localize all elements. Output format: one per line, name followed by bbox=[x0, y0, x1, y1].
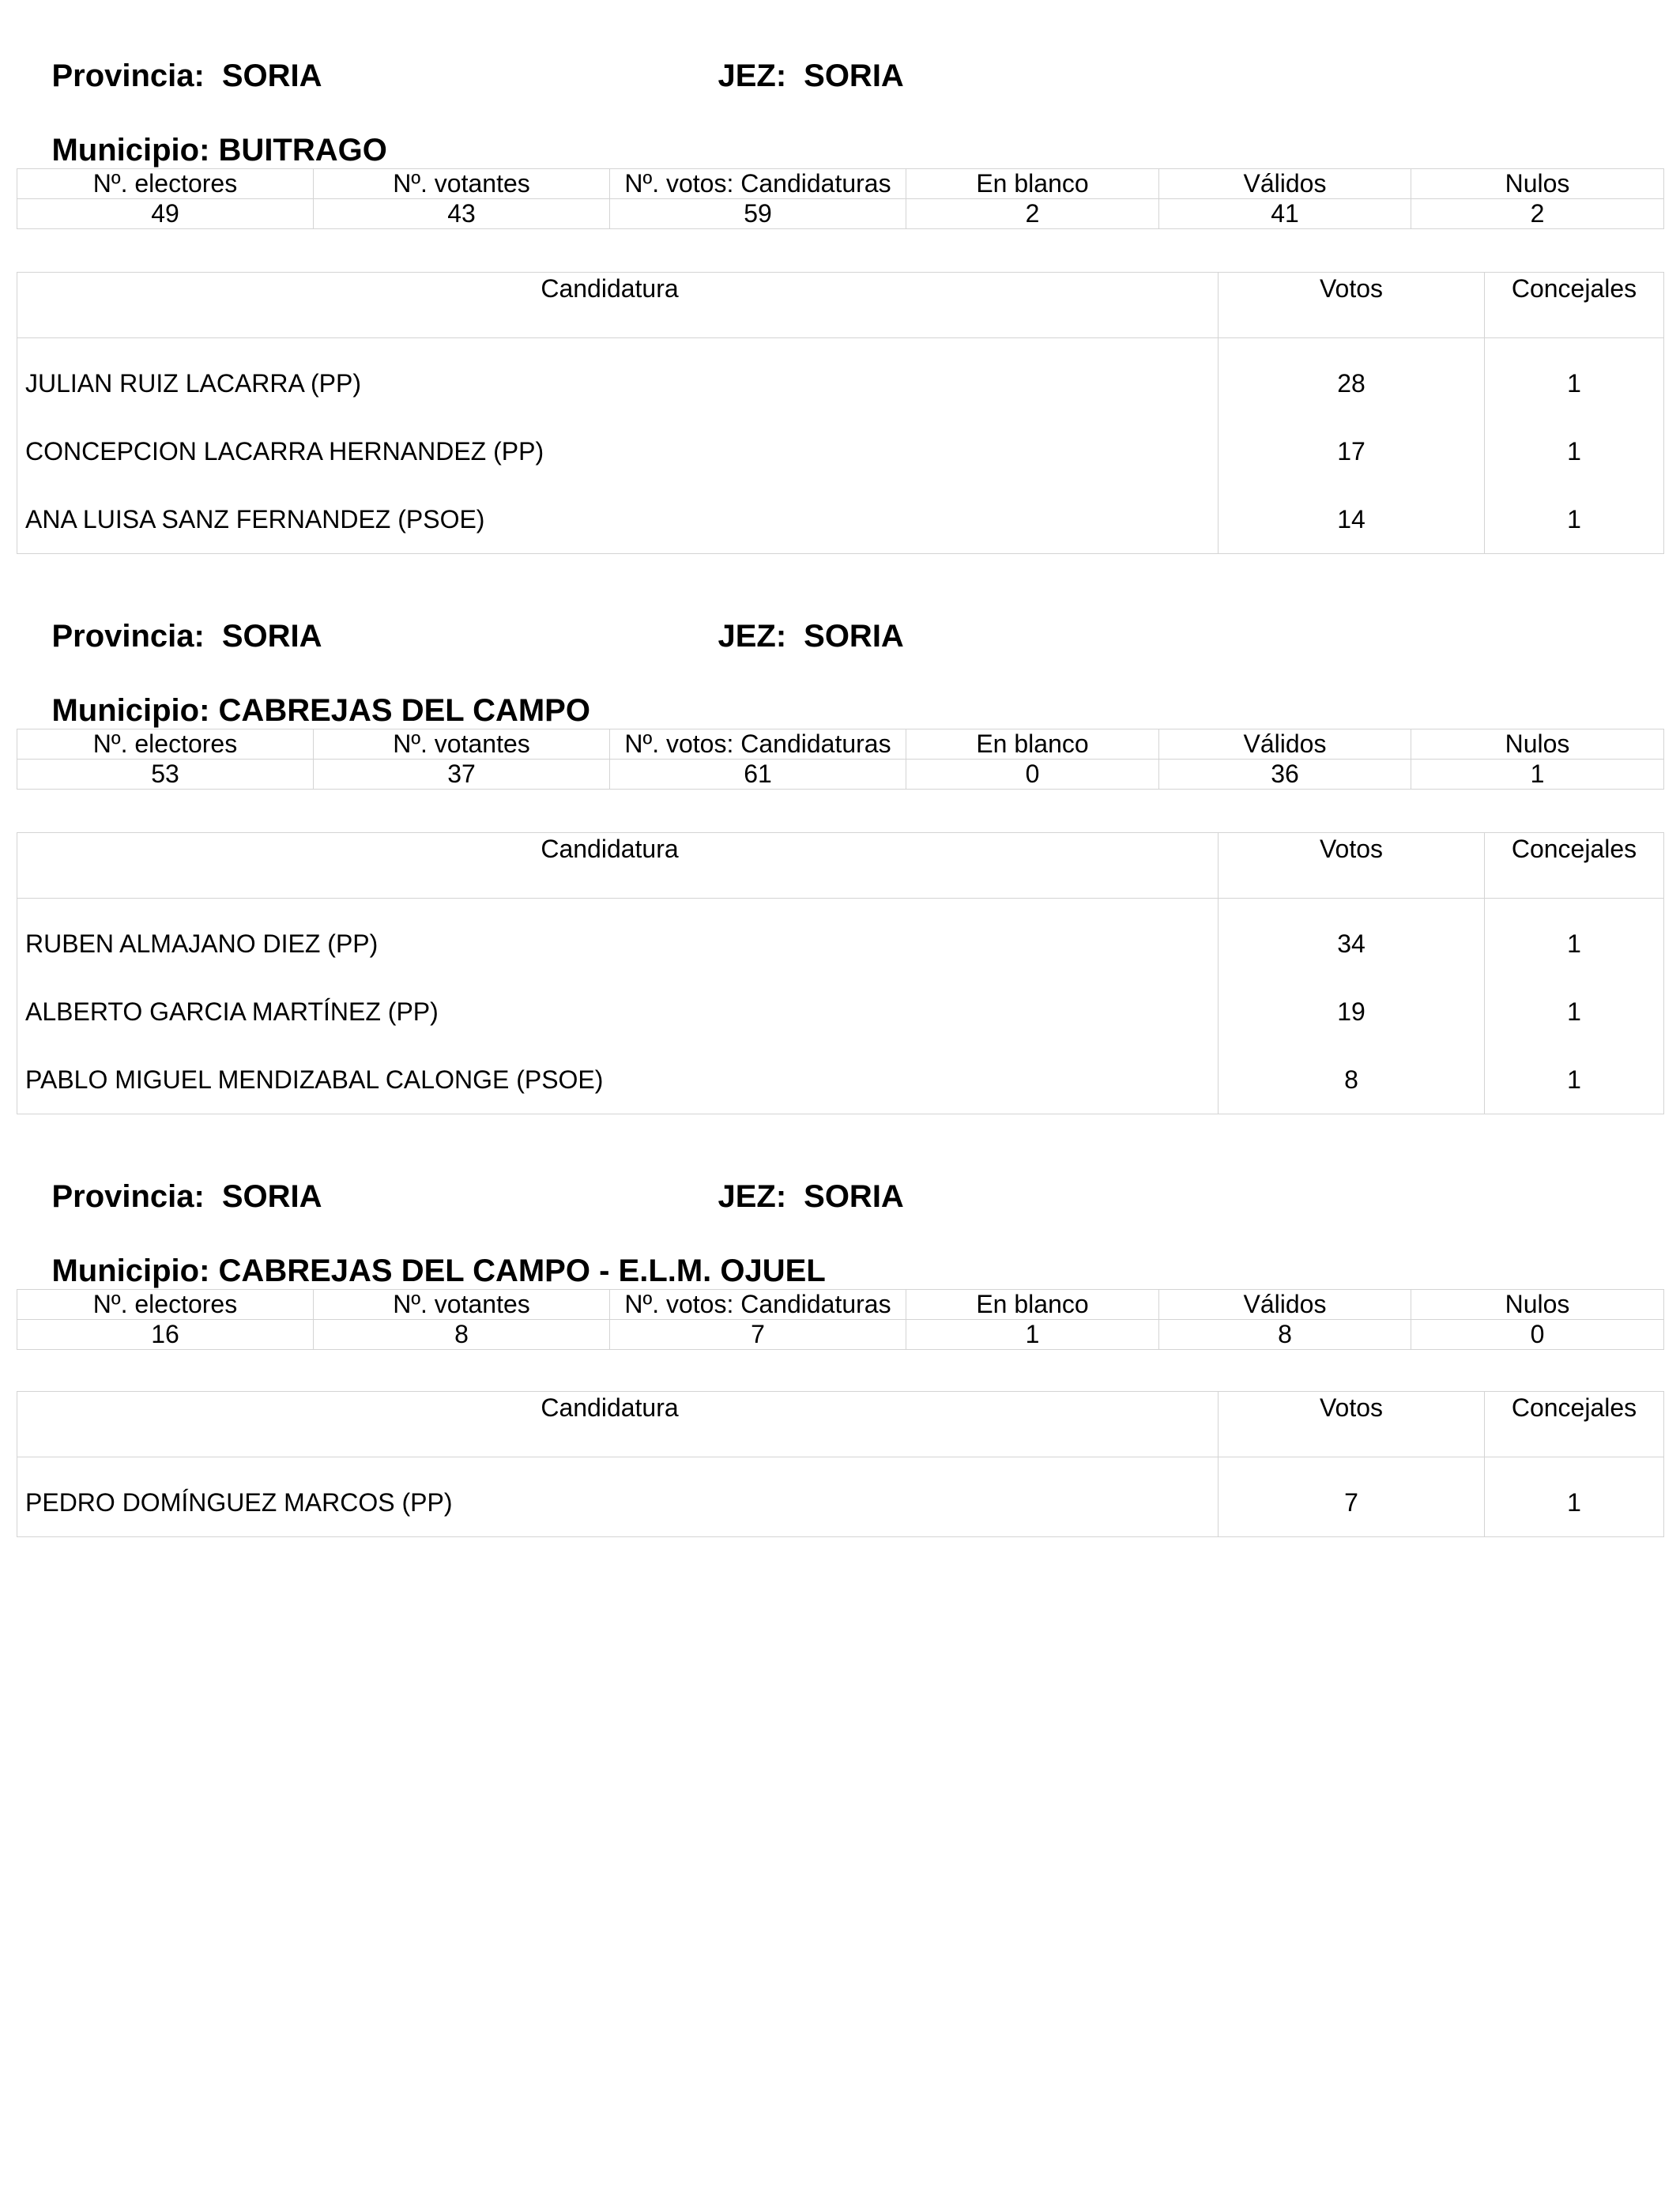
jez-value: SORIA bbox=[804, 58, 904, 93]
header-votos: Votos bbox=[1219, 833, 1485, 899]
candidates-header-row bbox=[17, 1392, 1664, 1457]
jez-label: JEZ: bbox=[718, 1179, 787, 1214]
candidate-concejales: 1 bbox=[1485, 417, 1664, 485]
summary-header-row bbox=[17, 729, 1664, 760]
summary-header-votos-candidaturas: Nº. votos: Candidaturas bbox=[610, 1290, 906, 1320]
summary-value-row bbox=[17, 760, 1664, 790]
candidate-name: ANA LUISA SANZ FERNANDEZ (PSOE) bbox=[17, 485, 1219, 554]
summary-electores: 49 bbox=[17, 199, 314, 229]
candidate-name: JULIAN RUIZ LACARRA (PP) bbox=[17, 338, 1219, 418]
summary-header-electores: Nº. electores bbox=[17, 1290, 314, 1320]
header-concejales: Concejales bbox=[1485, 833, 1664, 899]
candidate-concejales: 1 bbox=[1485, 1457, 1664, 1537]
summary-header-en-blanco: En blanco bbox=[906, 1290, 1159, 1320]
summary-header-en-blanco: En blanco bbox=[906, 729, 1159, 760]
candidate-row bbox=[17, 899, 1664, 978]
provincia-value: SORIA bbox=[221, 58, 322, 93]
candidate-votos: 7 bbox=[1219, 1457, 1485, 1537]
summary-header-nulos: Nulos bbox=[1411, 1290, 1664, 1320]
header-concejales: Concejales bbox=[1485, 273, 1664, 338]
candidate-concejales: 1 bbox=[1485, 338, 1664, 418]
summary-header-nulos: Nulos bbox=[1411, 169, 1664, 199]
summary-header-row bbox=[17, 169, 1664, 199]
summary-en-blanco: 0 bbox=[906, 760, 1159, 790]
provincia-label: Provincia: bbox=[51, 619, 205, 654]
provincia-label: Provincia: bbox=[51, 58, 205, 93]
provincia-value: SORIA bbox=[221, 619, 322, 654]
summary-validos: 8 bbox=[1159, 1320, 1411, 1350]
jez-line bbox=[683, 28, 904, 123]
candidate-row bbox=[17, 1457, 1664, 1537]
header-candidatura: Candidatura bbox=[17, 833, 1219, 899]
candidate-name: CONCEPCION LACARRA HERNANDEZ (PP) bbox=[17, 417, 1219, 485]
header-concejales: Concejales bbox=[1485, 1392, 1664, 1457]
provincia-value: SORIA bbox=[221, 1179, 322, 1214]
header-votos: Votos bbox=[1219, 273, 1485, 338]
candidate-concejales: 1 bbox=[1485, 899, 1664, 978]
municipio-label: Municipio: bbox=[51, 1253, 210, 1288]
candidate-name: ALBERTO GARCIA MARTÍNEZ (PP) bbox=[17, 978, 1219, 1046]
candidate-row bbox=[17, 978, 1664, 1046]
summary-header-en-blanco: En blanco bbox=[906, 169, 1159, 199]
summary-header-electores: Nº. electores bbox=[17, 169, 314, 199]
summary-en-blanco: 2 bbox=[906, 199, 1159, 229]
summary-header-votos-candidaturas: Nº. votos: Candidaturas bbox=[610, 729, 906, 760]
summary-header-validos: Válidos bbox=[1159, 729, 1411, 760]
summary-header-row bbox=[17, 1290, 1664, 1320]
candidate-votos: 8 bbox=[1219, 1046, 1485, 1114]
candidate-votos: 14 bbox=[1219, 485, 1485, 554]
candidate-concejales: 1 bbox=[1485, 1046, 1664, 1114]
summary-votos-candidaturas: 61 bbox=[610, 760, 906, 790]
candidates-table bbox=[17, 832, 1664, 1114]
summary-header-votos-candidaturas: Nº. votos: Candidaturas bbox=[610, 169, 906, 199]
candidates-header-row bbox=[17, 833, 1664, 899]
municipio-value: CABREJAS DEL CAMPO bbox=[218, 693, 590, 728]
municipio-value: BUITRAGO bbox=[218, 133, 387, 168]
summary-table bbox=[17, 168, 1664, 229]
summary-electores: 53 bbox=[17, 760, 314, 790]
summary-nulos: 0 bbox=[1411, 1320, 1664, 1350]
header-votos: Votos bbox=[1219, 1392, 1485, 1457]
candidates-header-row bbox=[17, 273, 1664, 338]
header-candidatura: Candidatura bbox=[17, 273, 1219, 338]
summary-nulos: 1 bbox=[1411, 760, 1664, 790]
provincia-label: Provincia: bbox=[51, 1179, 205, 1214]
summary-votos-candidaturas: 59 bbox=[610, 199, 906, 229]
municipio-value: CABREJAS DEL CAMPO - E.L.M. OJUEL bbox=[218, 1253, 826, 1288]
header-candidatura: Candidatura bbox=[17, 1392, 1219, 1457]
municipio-label: Municipio: bbox=[51, 133, 210, 168]
summary-header-electores: Nº. electores bbox=[17, 729, 314, 760]
summary-electores: 16 bbox=[17, 1320, 314, 1350]
summary-header-nulos: Nulos bbox=[1411, 729, 1664, 760]
jez-value: SORIA bbox=[804, 619, 904, 654]
summary-header-votantes: Nº. votantes bbox=[314, 169, 610, 199]
jez-line bbox=[683, 589, 904, 684]
candidates-table bbox=[17, 1391, 1664, 1537]
summary-header-validos: Válidos bbox=[1159, 169, 1411, 199]
summary-votantes: 37 bbox=[314, 760, 610, 790]
summary-votantes: 43 bbox=[314, 199, 610, 229]
summary-value-row bbox=[17, 199, 1664, 229]
summary-en-blanco: 1 bbox=[906, 1320, 1159, 1350]
summary-nulos: 2 bbox=[1411, 199, 1664, 229]
summary-validos: 36 bbox=[1159, 760, 1411, 790]
candidate-row bbox=[17, 485, 1664, 554]
municipio-label: Municipio: bbox=[51, 693, 210, 728]
summary-validos: 41 bbox=[1159, 199, 1411, 229]
candidate-name: PABLO MIGUEL MENDIZABAL CALONGE (PSOE) bbox=[17, 1046, 1219, 1114]
summary-value-row bbox=[17, 1320, 1664, 1350]
summary-header-votantes: Nº. votantes bbox=[314, 729, 610, 760]
jez-label: JEZ: bbox=[718, 58, 787, 93]
candidate-name: RUBEN ALMAJANO DIEZ (PP) bbox=[17, 899, 1219, 978]
jez-label: JEZ: bbox=[718, 619, 787, 654]
candidate-votos: 28 bbox=[1219, 338, 1485, 418]
summary-table bbox=[17, 729, 1664, 790]
summary-table bbox=[17, 1289, 1664, 1350]
candidate-row bbox=[17, 1046, 1664, 1114]
summary-header-validos: Válidos bbox=[1159, 1290, 1411, 1320]
jez-value: SORIA bbox=[804, 1179, 904, 1214]
candidates-table bbox=[17, 272, 1664, 554]
candidate-name: PEDRO DOMÍNGUEZ MARCOS (PP) bbox=[17, 1457, 1219, 1537]
summary-votantes: 8 bbox=[314, 1320, 610, 1350]
candidate-row bbox=[17, 417, 1664, 485]
candidate-votos: 34 bbox=[1219, 899, 1485, 978]
candidate-concejales: 1 bbox=[1485, 978, 1664, 1046]
summary-header-votantes: Nº. votantes bbox=[314, 1290, 610, 1320]
candidate-votos: 19 bbox=[1219, 978, 1485, 1046]
candidate-concejales: 1 bbox=[1485, 485, 1664, 554]
candidate-row bbox=[17, 338, 1664, 418]
candidate-votos: 17 bbox=[1219, 417, 1485, 485]
summary-votos-candidaturas: 7 bbox=[610, 1320, 906, 1350]
